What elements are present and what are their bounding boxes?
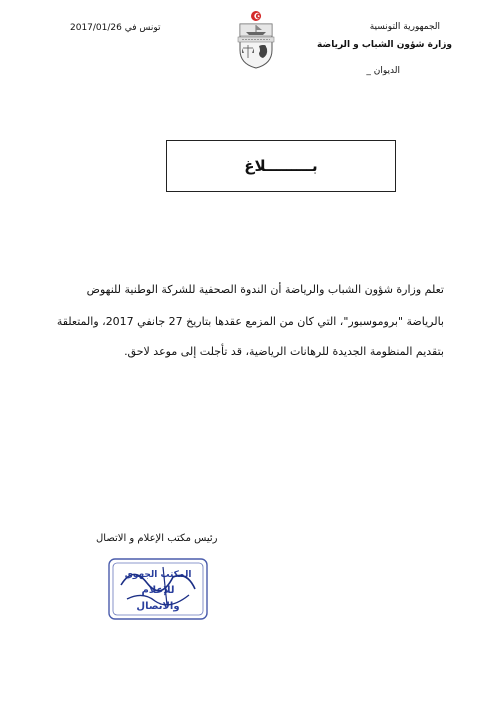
svg-text:والاتصال: والاتصال (136, 601, 180, 612)
cabinet-label: الديوان _ (366, 66, 400, 76)
svg-text:المكتب الجهوي: المكتب الجهوي (124, 570, 192, 580)
svg-text:للإعلام: للإعلام (141, 585, 175, 596)
ministry-name: وزارة شؤون الشباب و الرياضة (317, 40, 452, 50)
body-line-3: بتقديم المنظومة الجديدة للرهانات الرياضية، قد تأجلت إلى موعد لاحق. (124, 345, 444, 358)
document-date: تونس في 2017/01/26 (70, 23, 161, 33)
coat-of-arms-icon (230, 10, 282, 70)
body-line-2: بالرياضة "بروموسبور"، التي كان من المزمع عقدها بتاريخ 27 جانفي 2017، والمتعلقة (56, 315, 444, 328)
official-stamp (103, 555, 213, 623)
republic-name: الجمهورية التونسية (369, 22, 440, 32)
title-box (166, 140, 396, 192)
document-title: بـــــــــلاغ (244, 157, 318, 175)
body-line-1: تعلم وزارة شؤون الشباب والرياضة أن الندوة الصحفية للشركة الوطنية للنهوض (86, 283, 444, 296)
signatory-title: رئيس مكتب الإعلام و الاتصال (96, 533, 218, 544)
